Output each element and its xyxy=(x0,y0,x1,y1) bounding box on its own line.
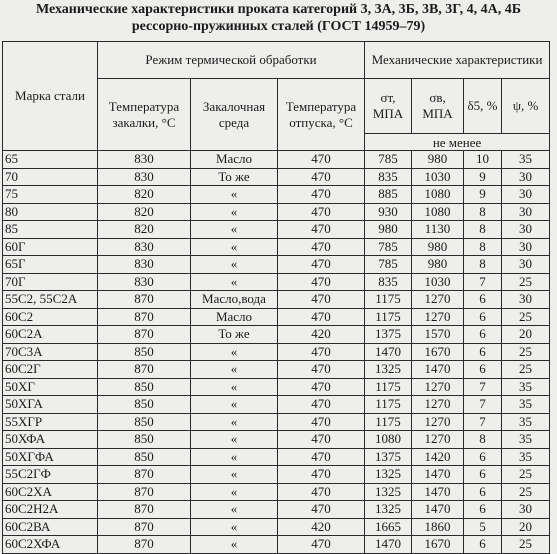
sigma-v-cell: 1860 xyxy=(412,518,464,536)
quench-temp-cell: 830 xyxy=(98,256,191,274)
table-row xyxy=(3,308,550,326)
grade-cell: 60С2Г xyxy=(3,361,98,379)
delta-cell: 9 xyxy=(464,168,502,186)
sigma-t-cell: 930 xyxy=(365,203,412,221)
psi-cell: 30 xyxy=(502,221,550,239)
temper-temp-cell: 470 xyxy=(278,413,365,431)
table-body xyxy=(3,151,550,554)
grade-cell: 70 xyxy=(3,168,98,186)
delta-cell: 7 xyxy=(464,378,502,396)
quench-medium-cell: « xyxy=(191,238,278,256)
quench-medium-cell: Масло xyxy=(191,308,278,326)
table-row xyxy=(3,483,550,501)
header-psi: ψ, % xyxy=(502,79,550,134)
sigma-v-cell: 1670 xyxy=(412,536,464,554)
delta-cell: 6 xyxy=(464,326,502,344)
quench-temp-cell: 850 xyxy=(98,378,191,396)
delta-cell: 6 xyxy=(464,343,502,361)
table-row xyxy=(3,273,550,291)
grade-cell: 65 xyxy=(3,151,98,169)
sigma-t-cell: 785 xyxy=(365,256,412,274)
quench-temp-cell: 830 xyxy=(98,273,191,291)
quench-medium-cell: « xyxy=(191,431,278,449)
temper-temp-cell: 470 xyxy=(278,378,365,396)
table-row xyxy=(3,378,550,396)
grade-cell: 60С2ХФА xyxy=(3,536,98,554)
psi-cell: 35 xyxy=(502,151,550,169)
quench-temp-cell: 870 xyxy=(98,518,191,536)
psi-cell: 30 xyxy=(502,186,550,204)
grade-cell: 60С2ВА xyxy=(3,518,98,536)
temper-temp-cell: 470 xyxy=(278,483,365,501)
sigma-v-cell: 1470 xyxy=(412,501,464,519)
sigma-t-cell: 1325 xyxy=(365,361,412,379)
header-quench-temp: Температура закалки, °С xyxy=(98,79,191,151)
title-line-1: Механические характеристики проката категорий 3, 3А, 3Б, 3В, 3Г, 4, 4А, 4Б xyxy=(36,2,521,17)
quench-medium-cell: « xyxy=(191,413,278,431)
delta-cell: 6 xyxy=(464,291,502,309)
grade-cell: 60Г xyxy=(3,238,98,256)
temper-temp-cell: 470 xyxy=(278,203,365,221)
quench-temp-cell: 850 xyxy=(98,413,191,431)
quench-medium-cell: « xyxy=(191,483,278,501)
sigma-v-cell: 1270 xyxy=(412,431,464,449)
quench-medium-cell: То же xyxy=(191,326,278,344)
quench-medium-cell: Масло,вода xyxy=(191,291,278,309)
delta-cell: 6 xyxy=(464,501,502,519)
temper-temp-cell: 470 xyxy=(278,308,365,326)
delta-cell: 8 xyxy=(464,221,502,239)
psi-cell: 35 xyxy=(502,378,550,396)
header-min-note: не менее xyxy=(365,134,550,151)
delta-cell: 9 xyxy=(464,186,502,204)
header-sigma-v: σв, МПА xyxy=(412,79,464,134)
temper-temp-cell: 470 xyxy=(278,273,365,291)
quench-temp-cell: 870 xyxy=(98,536,191,554)
table-row xyxy=(3,151,550,169)
table-row xyxy=(3,448,550,466)
psi-cell: 30 xyxy=(502,291,550,309)
sigma-t-cell: 1375 xyxy=(365,326,412,344)
sigma-t-cell: 1175 xyxy=(365,308,412,326)
quench-medium-cell: « xyxy=(191,221,278,239)
quench-temp-cell: 870 xyxy=(98,308,191,326)
sigma-t-cell: 835 xyxy=(365,168,412,186)
delta-cell: 10 xyxy=(464,151,502,169)
delta-cell: 7 xyxy=(464,413,502,431)
sigma-v-cell: 1130 xyxy=(412,221,464,239)
psi-cell: 30 xyxy=(502,256,550,274)
quench-temp-cell: 870 xyxy=(98,501,191,519)
sigma-v-cell: 1270 xyxy=(412,413,464,431)
sigma-v-cell: 1270 xyxy=(412,308,464,326)
delta-cell: 6 xyxy=(464,361,502,379)
temper-temp-cell: 470 xyxy=(278,168,365,186)
grade-cell: 50ХГА xyxy=(3,396,98,414)
sigma-t-cell: 1325 xyxy=(365,501,412,519)
sigma-v-cell: 1470 xyxy=(412,483,464,501)
quench-medium-cell: « xyxy=(191,203,278,221)
quench-medium-cell: « xyxy=(191,256,278,274)
table-row xyxy=(3,413,550,431)
header-delta: δ5, % xyxy=(464,79,502,134)
grade-cell: 85 xyxy=(3,221,98,239)
delta-cell: 6 xyxy=(464,308,502,326)
grade-cell: 65Г xyxy=(3,256,98,274)
table-row xyxy=(3,431,550,449)
header-mechanical: Механические характеристики xyxy=(365,42,550,79)
delta-cell: 6 xyxy=(464,483,502,501)
psi-cell: 35 xyxy=(502,448,550,466)
quench-medium-cell: То же xyxy=(191,168,278,186)
sigma-v-cell: 1670 xyxy=(412,343,464,361)
psi-cell: 30 xyxy=(502,501,550,519)
delta-cell: 8 xyxy=(464,203,502,221)
header-sigma-t: σт, МПА xyxy=(365,79,412,134)
table-row xyxy=(3,203,550,221)
sigma-v-cell: 1270 xyxy=(412,396,464,414)
grade-cell: 55С2, 55С2А xyxy=(3,291,98,309)
sigma-v-cell: 980 xyxy=(412,256,464,274)
header-temper-temp: Температура отпуска, °С xyxy=(278,79,365,151)
steel-properties-table xyxy=(2,41,550,554)
quench-temp-cell: 830 xyxy=(98,168,191,186)
psi-cell: 30 xyxy=(502,203,550,221)
grade-cell: 75 xyxy=(3,186,98,204)
quench-temp-cell: 820 xyxy=(98,203,191,221)
sigma-t-cell: 1175 xyxy=(365,291,412,309)
sigma-v-cell: 980 xyxy=(412,238,464,256)
sigma-t-cell: 1375 xyxy=(365,448,412,466)
quench-temp-cell: 850 xyxy=(98,343,191,361)
grade-cell: 50ХГ xyxy=(3,378,98,396)
header-heat-treatment: Режим термической обработки xyxy=(98,42,365,79)
grade-cell: 50ХГФА xyxy=(3,448,98,466)
temper-temp-cell: 420 xyxy=(278,518,365,536)
table-row xyxy=(3,326,550,344)
quench-temp-cell: 850 xyxy=(98,431,191,449)
quench-medium-cell: « xyxy=(191,343,278,361)
quench-medium-cell: « xyxy=(191,186,278,204)
sigma-t-cell: 1665 xyxy=(365,518,412,536)
header-grade: Марка стали xyxy=(3,42,98,151)
quench-temp-cell: 830 xyxy=(98,238,191,256)
psi-cell: 25 xyxy=(502,536,550,554)
sigma-v-cell: 1420 xyxy=(412,448,464,466)
quench-medium-cell: « xyxy=(191,501,278,519)
table-row xyxy=(3,238,550,256)
table-row xyxy=(3,186,550,204)
table-row xyxy=(3,396,550,414)
table-row xyxy=(3,466,550,484)
psi-cell: 25 xyxy=(502,343,550,361)
table-row xyxy=(3,221,550,239)
temper-temp-cell: 470 xyxy=(278,466,365,484)
grade-cell: 80 xyxy=(3,203,98,221)
table-row xyxy=(3,291,550,309)
table-row xyxy=(3,518,550,536)
temper-temp-cell: 470 xyxy=(278,221,365,239)
sigma-t-cell: 835 xyxy=(365,273,412,291)
sigma-v-cell: 1570 xyxy=(412,326,464,344)
quench-medium-cell: « xyxy=(191,361,278,379)
sigma-v-cell: 1270 xyxy=(412,291,464,309)
sigma-v-cell: 1030 xyxy=(412,168,464,186)
temper-temp-cell: 470 xyxy=(278,501,365,519)
delta-cell: 6 xyxy=(464,466,502,484)
header-quench-medium: Закалочная среда xyxy=(191,79,278,151)
sigma-t-cell: 1080 xyxy=(365,431,412,449)
psi-cell: 20 xyxy=(502,518,550,536)
sigma-t-cell: 785 xyxy=(365,238,412,256)
quench-medium-cell: « xyxy=(191,518,278,536)
sigma-t-cell: 885 xyxy=(365,186,412,204)
quench-temp-cell: 870 xyxy=(98,466,191,484)
sigma-t-cell: 980 xyxy=(365,221,412,239)
quench-temp-cell: 820 xyxy=(98,186,191,204)
quench-temp-cell: 870 xyxy=(98,483,191,501)
header-row-1 xyxy=(3,42,550,79)
grade-cell: 60С2А xyxy=(3,326,98,344)
quench-medium-cell: « xyxy=(191,466,278,484)
temper-temp-cell: 470 xyxy=(278,361,365,379)
temper-temp-cell: 470 xyxy=(278,151,365,169)
psi-cell: 25 xyxy=(502,483,550,501)
table-row xyxy=(3,256,550,274)
grade-cell: 55С2ГФ xyxy=(3,466,98,484)
grade-cell: 70Г xyxy=(3,273,98,291)
psi-cell: 25 xyxy=(502,308,550,326)
grade-cell: 60С2 xyxy=(3,308,98,326)
table-row xyxy=(3,168,550,186)
quench-temp-cell: 830 xyxy=(98,151,191,169)
sigma-v-cell: 1470 xyxy=(412,361,464,379)
grade-cell: 50ХФА xyxy=(3,431,98,449)
quench-medium-cell: Масло xyxy=(191,151,278,169)
psi-cell: 25 xyxy=(502,361,550,379)
sigma-t-cell: 1470 xyxy=(365,536,412,554)
delta-cell: 7 xyxy=(464,273,502,291)
sigma-t-cell: 1325 xyxy=(365,466,412,484)
delta-cell: 6 xyxy=(464,448,502,466)
sigma-v-cell: 1270 xyxy=(412,378,464,396)
delta-cell: 5 xyxy=(464,518,502,536)
psi-cell: 35 xyxy=(502,413,550,431)
temper-temp-cell: 470 xyxy=(278,431,365,449)
temper-temp-cell: 470 xyxy=(278,448,365,466)
psi-cell: 20 xyxy=(502,326,550,344)
temper-temp-cell: 470 xyxy=(278,291,365,309)
quench-temp-cell: 870 xyxy=(98,361,191,379)
quench-medium-cell: « xyxy=(191,273,278,291)
grade-cell: 70С3А xyxy=(3,343,98,361)
delta-cell: 8 xyxy=(464,256,502,274)
quench-temp-cell: 870 xyxy=(98,291,191,309)
sigma-t-cell: 1325 xyxy=(365,483,412,501)
sigma-v-cell: 1080 xyxy=(412,186,464,204)
quench-medium-cell: « xyxy=(191,396,278,414)
sigma-t-cell: 785 xyxy=(365,151,412,169)
grade-cell: 55ХГР xyxy=(3,413,98,431)
temper-temp-cell: 420 xyxy=(278,326,365,344)
quench-temp-cell: 850 xyxy=(98,448,191,466)
title-line-2: рессорно-пружинных сталей (ГОСТ 14959–79) xyxy=(131,19,426,34)
temper-temp-cell: 470 xyxy=(278,186,365,204)
sigma-v-cell: 1030 xyxy=(412,273,464,291)
table-row xyxy=(3,343,550,361)
delta-cell: 7 xyxy=(464,396,502,414)
temper-temp-cell: 470 xyxy=(278,396,365,414)
sigma-t-cell: 1470 xyxy=(365,343,412,361)
table-row xyxy=(3,536,550,554)
table-row xyxy=(3,361,550,379)
psi-cell: 35 xyxy=(502,431,550,449)
document-title xyxy=(0,1,557,35)
grade-cell: 60С2ХА xyxy=(3,483,98,501)
psi-cell: 30 xyxy=(502,238,550,256)
quench-medium-cell: « xyxy=(191,378,278,396)
psi-cell: 35 xyxy=(502,396,550,414)
temper-temp-cell: 470 xyxy=(278,536,365,554)
psi-cell: 30 xyxy=(502,168,550,186)
psi-cell: 25 xyxy=(502,466,550,484)
quench-temp-cell: 850 xyxy=(98,396,191,414)
temper-temp-cell: 470 xyxy=(278,256,365,274)
table-row xyxy=(3,501,550,519)
delta-cell: 8 xyxy=(464,431,502,449)
grade-cell: 60С2Н2А xyxy=(3,501,98,519)
sigma-v-cell: 1470 xyxy=(412,466,464,484)
quench-medium-cell: « xyxy=(191,448,278,466)
temper-temp-cell: 470 xyxy=(278,343,365,361)
sigma-t-cell: 1175 xyxy=(365,396,412,414)
delta-cell: 8 xyxy=(464,238,502,256)
sigma-t-cell: 1175 xyxy=(365,378,412,396)
sigma-v-cell: 980 xyxy=(412,151,464,169)
delta-cell: 6 xyxy=(464,536,502,554)
quench-medium-cell: « xyxy=(191,536,278,554)
temper-temp-cell: 470 xyxy=(278,238,365,256)
sigma-t-cell: 1175 xyxy=(365,413,412,431)
quench-temp-cell: 870 xyxy=(98,326,191,344)
sigma-v-cell: 1080 xyxy=(412,203,464,221)
psi-cell: 25 xyxy=(502,273,550,291)
quench-temp-cell: 820 xyxy=(98,221,191,239)
